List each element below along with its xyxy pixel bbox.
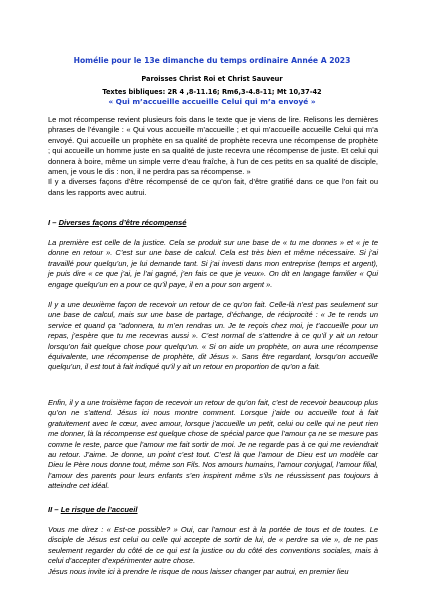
intro-paragraph: Il y a diverses façons d’être récompensé de ce qu’on fait, d’être gratifié dans ce que l’on fait ou dans les rapports avec autrui. bbox=[48, 177, 378, 197]
section-heading bbox=[48, 505, 138, 514]
section-number: II – bbox=[48, 505, 59, 514]
section-title: Le risque de l’accueil bbox=[60, 505, 138, 514]
intro-text bbox=[48, 115, 378, 198]
section-paragraph: Il y a une deuxième façon de recevoir un retour de ce qu’on fait. Celle-là n’est pas seulement sur une base de calcul, mais sur une base de partage, d’échange, de réciprocité : « Je te rends un service et quand ça "adonnera, tu m’en rendras un. Je te reçois chez moi, je t’accueille pour un repas, j’espère que tu me recevras aussi ». C’est normal de s’attendre à ce qu’il y ait un retour lorsqu’on fait quelque chose pour quelqu’un. « Si on aide un prophète, on aura une récompense équivalente, une récompense de prophète, dit Jésus ». Sans être regardant, lorsqu’on accueille quelqu’un, il est tout à fait indiqué qu’il y ait un retour en proportion de qu’on a fait. bbox=[48, 300, 378, 372]
intro-paragraph: Le mot récompense revient plusieurs fois dans le texte que je viens de lire. Relisons les dernières phrases de l’évangile : « Qui vous accueille m’accueille ; et qui m’accueille accueille Celui qui m’a envoyé. Qui accueille un prophète en sa qualité de prophète recevra une récompense de prophète ; qui accueille un homme juste en sa qualité de juste recevra une récompense de juste. Et celui qui donnera à boire, même un simple verre d’eau fraîche, à l’un de ces petits en sa qualité de disciple, amen, je vous le dis : non, il ne perdra pas sa récompense. » bbox=[48, 115, 378, 177]
section-paragraph: Vous me direz : « Est-ce possible? » Oui, car l’amour est à la portée de tous et de toutes. Le disciple de Jésus est celui ou celle qui accepte de sortir de lui, de « perdre sa vie », de ne pas seulement regarder du côté de ce qui est la justice ou du côté des conventions sociales, mais à celui d’accepter d’expérimenter autre chose. Jésus nous invite ici à prendre le risque de nous laisser changer par autrui, en premier lieu bbox=[48, 525, 378, 576]
section-title: Diverses façons d’être récompensé bbox=[58, 218, 187, 227]
parish-name: Paroisses Christ Roi et Christ Sauveur bbox=[141, 75, 283, 83]
section-heading bbox=[48, 218, 186, 227]
section-paragraph: La première est celle de la justice. Cela se produit sur une base de « tu me donnes » et « je te donne en retour ». C’est sur une base de calcul. Cela est très bien et même nécessaire. Si j’ai travaillé pour quelqu’un, je lui demande tant. Si j’ai investi dans mon entreprise (temps et argent), je puis dire « ce que j’ai, je l’ai gagné, j’en fais ce que je veux». On dit en langage familier « Qui engage quelqu’un en a pour ce qu’il paye, il en a pour son argent ». bbox=[48, 238, 378, 289]
theme-quote: « Qui m’accueille accueille Celui qui m’a envoyé » bbox=[108, 97, 316, 106]
homily-title: Homélie pour le 13e dimanche du temps ordinaire Année A 2023 bbox=[73, 56, 351, 65]
section-number: I – bbox=[48, 218, 57, 227]
bible-references: Textes bibliques: 2R 4 ,8-11.16; Rm6,3-4.8-11; Mt 10,37-42 bbox=[102, 88, 322, 96]
section-paragraph: Enfin, il y a une troisième façon de recevoir un retour de qu’on fait, c’est de recevoir beaucoup plus qu’on ne s’attend. Jésus ici nous montre comment. Lorsque j’aide ou accueille tout à fait gratuitement avec le cœur, avec amour, lorsque j’accueille un petit, celui ou celle qui ne peut rien me donner, là la récompense est quelque chose de spécial parce que l’amour ça ne se mesure pas comme le reste, parce que l’amour me fait sortir de moi. Je ne regarde pas à ce qui me reviendrait au retour. J’aime. Je donne, un point c’est tout. C’est là que l’amour de Dieu est un modèle car Dieu le Père nous donne tout, même son Fils. Nos amours humains, l’amour conjugal, l’amour filial, l’amour des parents pour leurs enfants s’en inspirent même s’ils ne réussissent pas toujours à atteindre cet idéal. bbox=[48, 398, 378, 491]
